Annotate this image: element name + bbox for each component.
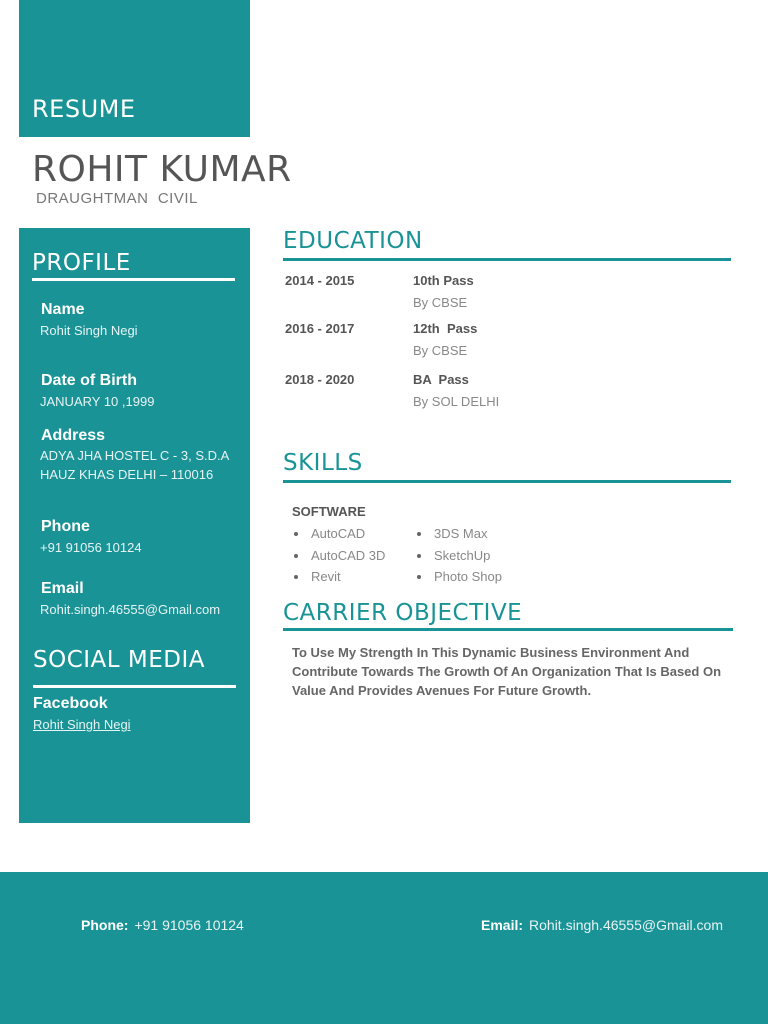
- education-heading: EDUCATION: [283, 228, 423, 254]
- education-board: By SOL DELHI: [413, 394, 500, 409]
- phone-label: Phone: [41, 518, 90, 535]
- skill-item: Photo Shop: [415, 566, 502, 588]
- address-line-2: HAUZ KHAS DELHI – 110016: [40, 467, 214, 482]
- email-label: Email: [41, 580, 84, 597]
- education-board: By CBSE: [413, 295, 468, 310]
- resume-label: RESUME: [32, 95, 136, 123]
- skills-list-column-2: [415, 523, 502, 588]
- facebook-link[interactable]: Rohit Singh Negi: [33, 717, 131, 732]
- skill-item: AutoCAD 3D: [292, 545, 385, 567]
- social-media-heading: SOCIAL MEDIA: [33, 647, 206, 673]
- facebook-label: Facebook: [33, 695, 108, 712]
- dob-label: Date of Birth: [41, 372, 137, 389]
- candidate-designation: DRAUGHTMAN CIVIL: [36, 190, 198, 207]
- name-label: Name: [41, 301, 85, 318]
- objective-divider: [283, 628, 733, 631]
- social-media-divider: [33, 685, 236, 688]
- education-years: 2016 - 2017: [285, 321, 355, 336]
- education-board: By CBSE: [413, 343, 468, 358]
- education-degree: BA Pass: [413, 372, 469, 387]
- education-degree: 10th Pass: [413, 273, 474, 288]
- footer-phone: [81, 917, 244, 933]
- name-value: Rohit Singh Negi: [40, 323, 138, 338]
- email-value[interactable]: Rohit.singh.46555@Gmail.com: [40, 602, 221, 617]
- skills-category: SOFTWARE: [292, 504, 366, 519]
- footer-phone-label: Phone:: [81, 917, 129, 933]
- profile-sidebar: [19, 228, 250, 823]
- footer-email-value[interactable]: Rohit.singh.46555@Gmail.com: [529, 917, 723, 933]
- skills-heading: SKILLS: [283, 450, 363, 476]
- candidate-name: ROHIT KUMAR: [32, 149, 292, 190]
- phone-value: +91 91056 10124: [40, 540, 142, 555]
- objective-text: To Use My Strength In This Dynamic Business Environment And Contribute Towards The Growth Of An Organization That Is Based On Value And Provides Avenues For Future Growth.: [292, 645, 722, 698]
- education-years: 2018 - 2020: [285, 372, 355, 387]
- education-degree: 12th Pass: [413, 321, 478, 336]
- footer-phone-value: +91 91056 10124: [134, 917, 244, 933]
- education-divider: [283, 258, 731, 261]
- footer-email-label: Email:: [481, 917, 524, 933]
- skill-item: Revit: [292, 566, 385, 588]
- dob-value: JANUARY 10 ,1999: [40, 394, 155, 409]
- profile-divider: [32, 278, 235, 281]
- skills-list-column-1: [292, 523, 385, 588]
- objective-heading: CARRIER OBJECTIVE: [283, 600, 523, 626]
- skills-divider: [283, 480, 731, 483]
- address-line-1: ADYA JHA HOSTEL C - 3, S.D.A: [40, 448, 230, 463]
- profile-heading: PROFILE: [32, 250, 131, 276]
- education-years: 2014 - 2015: [285, 273, 355, 288]
- skill-item: AutoCAD: [292, 523, 385, 545]
- skill-item: SketchUp: [415, 545, 502, 567]
- skill-item: 3DS Max: [415, 523, 502, 545]
- contact-footer: [0, 872, 768, 1024]
- address-label: Address: [41, 427, 106, 444]
- footer-email: [481, 917, 723, 933]
- resume-banner: [19, 0, 250, 137]
